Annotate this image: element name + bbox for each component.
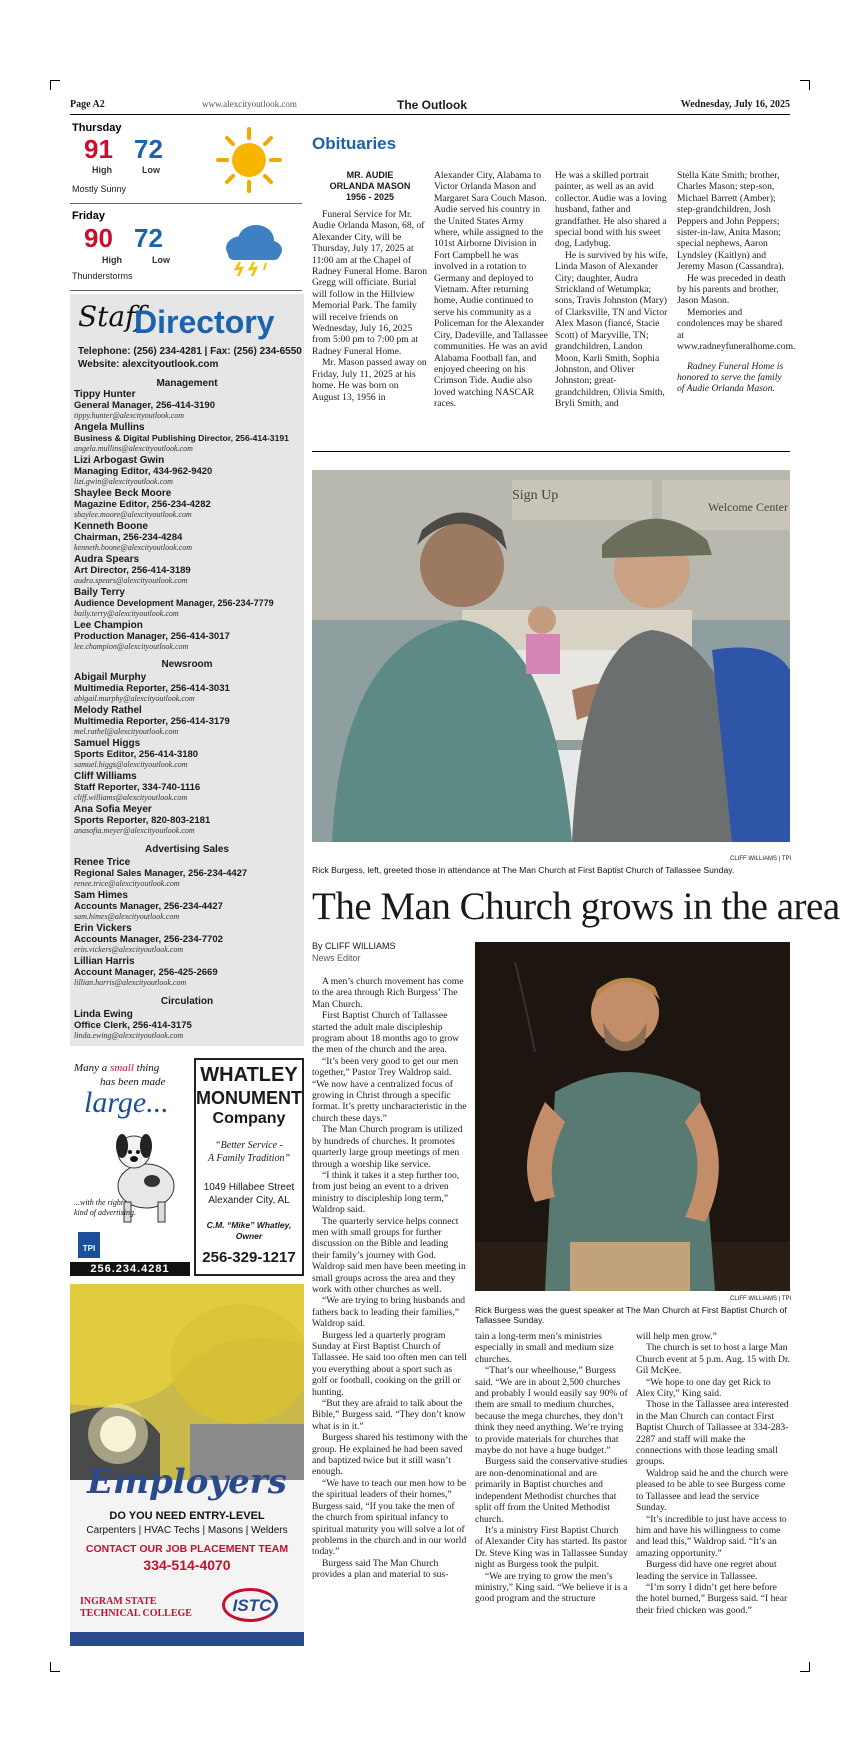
ad-phone: 334-514-4070 xyxy=(143,1557,231,1573)
article-column-3 xyxy=(636,1331,790,1616)
staff-name: Samuel Higgs xyxy=(74,738,141,749)
staff-entry xyxy=(74,771,302,802)
sun-icon xyxy=(215,126,283,194)
article-paragraph: A men’s church movement has come to the area through Rich Burgess’ The Man Church. xyxy=(312,976,464,1010)
article-paragraph: Burgess said The Man Church provides a plan and material to sus- xyxy=(312,1557,449,1581)
directory-title: Directory xyxy=(134,304,275,340)
staff-entry xyxy=(74,422,302,453)
staff-role: Regional Sales Manager, 256-234-4427 xyxy=(74,868,248,879)
tpi-logo: TPI xyxy=(78,1232,100,1258)
byline xyxy=(312,940,396,964)
section-heading: Newsroom xyxy=(161,659,213,670)
article-paragraph: “We are trying to bring husbands and fathers back to leading their families,” Waldrop said. xyxy=(312,1295,466,1330)
photo-caption: Rick Burgess was the guest speaker at The Man Church at First Baptist Church of Tallassee Sunday. xyxy=(475,1305,787,1325)
staff-entry xyxy=(74,1009,302,1040)
obituary-paragraph: Mr. Mason passed away on Friday, July 11, 2025 at his home. He was born on August 13, 1956 in xyxy=(312,357,427,403)
low-label: Low xyxy=(152,255,170,265)
staff-entry xyxy=(74,857,302,888)
staff-email[interactable]: cliff.williams@alexcityoutlook.com xyxy=(74,793,188,802)
obituary-note: Radney Funeral Home is honored to serve the family of Audie Orlanda Mason. xyxy=(677,360,784,395)
obituary-paragraph: He was preceded in death by his parents and brother, Jason Mason. xyxy=(677,272,786,307)
staff-entry xyxy=(74,956,302,987)
staff-name: Shaylee Beck Moore xyxy=(74,488,172,499)
article-paragraph: “It’s incredible to just have access to him and have his willingness to come and lead this,” Waldrop said. “It’s an amazing opportunity.” xyxy=(636,1513,787,1559)
article-paragraph: “We have to teach our men how to be the spiritual leaders of their homes,” Burgess said, “If you take the men of the church from spiritual infancy to spiritual maturity you will solve a lot of problems in the church and in our world today.” xyxy=(312,1477,467,1558)
photo-credit: CLIFF WILLIAMS | TPI xyxy=(730,856,792,862)
staff-role: Art Director, 256-414-3189 xyxy=(74,565,191,576)
ad-headline: Employers xyxy=(87,1462,287,1502)
crop-mark xyxy=(50,80,60,90)
article-paragraph: will help men grow.” xyxy=(636,1331,717,1342)
article-paragraph: First Baptist Church of Tallassee started the adult male discipleship program about 18 months ago to grow the men of the church and the area. xyxy=(312,1010,460,1056)
article-paragraph: “That’s our wheelhouse,” Burgess said. “We are in about 2,500 churches and probably I would easily say 90% of them are small to medium churches, because the mega churches, they don’t think they need anything. We’re trying to provide materials for churches that maybe do not have a huge budget.” xyxy=(475,1365,628,1457)
section-heading: Circulation xyxy=(160,996,214,1007)
article-paragraph: “We hope to one day get Rick to Alex City,” King said. xyxy=(636,1376,771,1400)
section-heading: Advertising Sales xyxy=(145,844,229,855)
staff-email[interactable]: sam.himes@alexcityoutlook.com xyxy=(74,912,180,921)
staff-entry xyxy=(74,587,302,618)
ad-phone: 256.234.4281 xyxy=(70,1262,190,1276)
staff-role: Audience Development Manager, 256-234-7779 xyxy=(74,598,274,608)
obituary-column-3 xyxy=(555,170,669,410)
staff-email[interactable]: baily.terry@alexcityoutlook.com xyxy=(74,609,179,618)
article-paragraph: “I’m sorry I didn’t get here before the hotel burned,” Burgess said. “I hear their fried chicken was good.” xyxy=(636,1581,788,1616)
staff-email[interactable]: lillian.harris@alexcityoutlook.com xyxy=(74,978,187,987)
ad-text: has been made xyxy=(100,1076,166,1088)
istc-logo: ISTC xyxy=(232,1596,272,1615)
storm-cloud-icon xyxy=(220,222,284,276)
high-label: High xyxy=(102,255,122,265)
website-url[interactable]: www.alexcityoutlook.com xyxy=(202,99,297,109)
staff-entry xyxy=(74,389,302,420)
staff-directory xyxy=(70,294,304,1046)
staff-role: Sports Reporter, 820-803-2181 xyxy=(74,815,211,826)
obituary-column-4 xyxy=(677,170,796,395)
article-paragraph: “We are trying to grow the men’s ministry,” King said. “We believe it is a good program and the structure xyxy=(475,1570,628,1605)
staff-entry xyxy=(74,488,302,519)
ad-slogan: “Better Service - xyxy=(215,1140,283,1151)
college-name: INGRAM STATE xyxy=(80,1596,157,1607)
article-column-1 xyxy=(312,976,468,1581)
article-paragraph: Burgess led a quarterly program Sunday at First Baptist Church of Tallassee. He said too often men can tell you everything about a sport such as golf or football, cooking on the grill or hunting. xyxy=(312,1329,467,1398)
weather-day: Friday xyxy=(72,210,106,222)
ad-owner: Owner xyxy=(235,1231,263,1241)
photo-speaker xyxy=(475,942,790,1291)
staff-name: Lee Champion xyxy=(74,620,143,631)
ad-text: kind of advertising. xyxy=(74,1208,136,1217)
staff-name: Tippy Hunter xyxy=(74,389,136,400)
weather-divider xyxy=(70,203,302,204)
weather-condition: Mostly Sunny xyxy=(72,184,127,194)
staff-role: Business & Digital Publishing Director, 256-414-3191 xyxy=(74,433,289,443)
welder-photo xyxy=(70,1284,304,1484)
staff-email[interactable]: shaylee.moore@alexcityoutlook.com xyxy=(74,510,192,519)
article-paragraph: Burgess said the conservative studies are non-denominational and are primarily in Baptist churches and independent Methodist churches that split off from the United Methodist church. xyxy=(475,1456,628,1525)
staff-name: Kenneth Boone xyxy=(74,521,148,532)
article-paragraph: Burgess did have one regret about leading the service in Tallassee. xyxy=(636,1559,777,1582)
sign-text: Sign Up xyxy=(512,488,559,503)
obituary-column-2 xyxy=(434,170,548,410)
college-name: TECHNICAL COLLEGE xyxy=(80,1608,192,1619)
photo-credit: CLIFF WILLIAMS | TPI xyxy=(730,1296,792,1302)
byline-role: News Editor xyxy=(312,953,361,963)
staff-role: Accounts Manager, 256-234-7702 xyxy=(74,934,223,945)
staff-entry xyxy=(74,804,302,835)
staff-name: Audra Spears xyxy=(74,554,140,565)
ad-title: WHATLEY xyxy=(200,1064,298,1086)
staff-name: Lizi Arbogast Gwin xyxy=(74,455,165,466)
obituary-name: MR. AUDIE ORLANDA MASON 1956 - 2025 xyxy=(329,170,411,202)
staff-role: Accounts Manager, 256-234-4427 xyxy=(74,901,223,912)
ad-text: ...with the right xyxy=(74,1198,124,1207)
staff-entry xyxy=(74,923,302,954)
crop-mark xyxy=(800,1662,810,1672)
weather-high: 91 xyxy=(84,134,113,164)
staff-name: Baily Terry xyxy=(74,587,125,598)
header-rule xyxy=(70,114,790,115)
staff-name: Melody Rathel xyxy=(74,705,142,716)
staff-name: Cliff Williams xyxy=(74,771,137,782)
photo-greeting xyxy=(312,470,790,842)
article-paragraph: Waldrop said he and the church were pleased to be able to see Burgess come to Tallassee and lead the service Sunday. xyxy=(636,1467,789,1514)
staff-role: Multimedia Reporter, 256-414-3179 xyxy=(74,716,230,727)
ad-footer-bar xyxy=(70,1632,304,1646)
sign-text: Welcome Center xyxy=(708,500,788,514)
section-heading: Management xyxy=(156,378,218,389)
weather-low: 72 xyxy=(134,223,163,253)
article-paragraph: “I think it takes it a step further too, from just being an event to a driven ministry to discipleship long term,” Waldrop said. xyxy=(312,1169,460,1216)
staff-entry xyxy=(74,554,302,585)
obituary-paragraph: He is survived by his wife, Linda Mason of Alexander City; daughter, Audra Strickland of Wetumpka; sons, Travis Johnston (Mary) of Clarksville, TN and Victor Alex Mason (fiancé, Stacie Scott) of Maryville, TN; grandchildren, Landon Moon, Karli Smith, Sophia Johnston, and Oliver Johnston; great-grandchildren, Olivia Smith, Bryli Smith, and xyxy=(555,249,668,410)
staff-role: Staff Reporter, 334-740-1116 xyxy=(74,782,201,793)
staff-entry xyxy=(74,672,302,703)
weather-low: 72 xyxy=(134,134,163,164)
ad-headline: large... xyxy=(84,1086,169,1119)
photo-caption: Rick Burgess, left, greeted those in attendance at The Man Church at First Baptist Church of Tallassee Sunday. xyxy=(312,865,735,875)
staff-email[interactable]: samuel.higgs@alexcityoutlook.com xyxy=(74,760,188,769)
staff-entry xyxy=(74,521,302,552)
staff-role: Office Clerk, 256-414-3175 xyxy=(74,1020,192,1031)
article-paragraph: Burgess shared his testimony with the group. He explained he had been saved and baptized twice but it still wasn’t enough. xyxy=(312,1432,468,1478)
newspaper-name: The Outlook xyxy=(397,98,467,112)
staff-entry xyxy=(74,738,302,769)
directory-title-staff: Staff xyxy=(78,300,145,333)
issue-date: Wednesday, July 16, 2025 xyxy=(680,99,790,110)
staff-entry xyxy=(74,455,302,486)
staff-role: Managing Editor, 434-962-9420 xyxy=(74,466,213,477)
weather-divider xyxy=(70,290,302,291)
ad-trades: Carpenters | HVAC Techs | Masons | Welders xyxy=(86,1525,288,1536)
staff-email[interactable]: anasofia.meyer@alexcityoutlook.com xyxy=(74,826,195,835)
ad-contact: CONTACT OUR JOB PLACEMENT TEAM xyxy=(85,1543,289,1555)
ad-owner: C.M. “Mike” Whatley, xyxy=(206,1220,292,1230)
staff-role: Production Manager, 256-414-3017 xyxy=(74,631,230,642)
low-label: Low xyxy=(142,165,160,175)
article-paragraph: The Man Church program is utilized by hundreds of churches. It promotes quarterly large group meetings of men through a worship like service. xyxy=(312,1124,463,1170)
obituary-paragraph: He was a skilled portrait painter, as well as an avid collector. Audie was a loving husband, father and grandfather. He also shared a special bond with his sweet dog, Ladybug. xyxy=(555,170,667,250)
staff-name: Sam Himes xyxy=(74,890,128,901)
ad-text: Many a small thing xyxy=(74,1062,160,1074)
article-headline: The Man Church grows in the area xyxy=(312,885,840,928)
staff-email[interactable]: audra.spears@alexcityoutlook.com xyxy=(74,576,188,585)
staff-email[interactable]: renee.trice@alexcityoutlook.com xyxy=(74,879,180,888)
staff-email[interactable]: kenneth.boone@alexcityoutlook.com xyxy=(74,543,192,552)
ad-question: DO YOU NEED ENTRY-LEVEL xyxy=(109,1510,265,1522)
ad-slogan: A Family Tradition” xyxy=(207,1153,291,1164)
staff-entry xyxy=(74,705,302,736)
high-label: High xyxy=(92,165,112,175)
staff-role: Account Manager, 256-425-2669 xyxy=(74,967,218,978)
article-paragraph: “But they are afraid to talk about the Bible,” Burgess said. “They don’t know what is in it.” xyxy=(312,1398,466,1432)
obituary-paragraph: Memories and condolences may be shared at www.radneyfuneralhome.com. xyxy=(677,306,796,353)
staff-email[interactable]: linda.ewing@alexcityoutlook.com xyxy=(74,1031,184,1040)
article-column-2 xyxy=(475,1331,628,1605)
staff-email[interactable]: lee.champion@alexcityoutlook.com xyxy=(74,642,189,651)
obituary-paragraph: Funeral Service for Mr. Audie Orlanda Mason, 68, of Alexander City, will be Thursday, July 17, 2025 at 11:00 am at the Chapel of Radney Funeral Home. Baron Gregg will officiate. Burial will follow in the Hillview Memorial Park. The family will receive friends on Wednesday, July 16, 2025 from 5:00 pm to 7:00 pm at Radney Funeral Home. xyxy=(312,209,428,357)
obituaries-heading: Obituaries xyxy=(312,134,397,153)
photo-illustration xyxy=(475,942,790,1291)
obituary-paragraph: Alexander City, Alabama to Victor Orlanda Mason and Margaret Sara Couch Mason. Audie served his country in the United States Army where, while assigned to the 101st Airborne Division in Fort Campbell he was involved in a rotation to Germany and deployed to Vietnam. After returning home, Audie continued to serve his community as a Policeman for the Alexander City, Dadeville, and Tallassee communities. He was an avid Alabama Football fan, and enjoyed cheering on his Crimson Tide. Audie also loved watching NASCAR races. xyxy=(434,170,548,410)
staff-email[interactable]: abigail.murphy@alexcityoutlook.com xyxy=(74,694,195,703)
article-paragraph: The church is set to host a large Man Church event at 5 p.m. Aug. 15 with Dr. Gil McKee. xyxy=(636,1342,791,1377)
obituary-paragraph: Stella Kate Smith; brother, Charles Mason; step-son, Michael Barrett (Amber); step-grandchildren, Josh Peppers and John Peppers; sister-in-law, Anita Mason; special nephews, Aaron Lyndsley (Kaitlyn) and Jeremy Mason (Cassandra). xyxy=(677,170,784,273)
staff-name: Renee Trice xyxy=(74,857,131,868)
tpi-advertisement[interactable] xyxy=(70,1058,190,1276)
page-number: Page A2 xyxy=(70,99,105,110)
article-paragraph: It’s a ministry First Baptist Church of Alexander City has started. Its pastor Dr. Steve King was in Tallassee Sunday night as Burgess took the pulpit. xyxy=(475,1524,628,1571)
article-paragraph: Those in the Tallassee area interested in the Man Church can contact First Baptist Church of Tallassee at 334-283-2287 and staff will make the connections with those leading small groups. xyxy=(636,1399,789,1468)
whatley-monument-advertisement[interactable] xyxy=(194,1058,304,1276)
article-paragraph: “It’s been very good to get our men together,” Pastor Trey Waldrop said. “We now have a centralized focus of growing in Christ through a specific format. It’s pretty uncharacteristic in the church these days.” xyxy=(312,1055,467,1124)
staff-name: Abigail Murphy xyxy=(74,672,147,683)
staff-name: Linda Ewing xyxy=(74,1009,133,1020)
ad-address: 1049 Hillabee Street xyxy=(203,1182,295,1193)
staff-email[interactable]: lizi.gwin@alexcityoutlook.com xyxy=(74,477,173,486)
byline-author: By CLIFF WILLIAMS xyxy=(312,941,396,951)
weather-high: 90 xyxy=(84,223,113,253)
staff-name: Angela Mullins xyxy=(74,422,145,433)
page-header xyxy=(70,99,790,113)
ad-title: Company xyxy=(212,1110,286,1127)
staff-email[interactable]: erin.vickers@alexcityoutlook.com xyxy=(74,945,184,954)
article-paragraph: tain a long-term men’s ministries especially in small and medium size churches. xyxy=(475,1331,614,1365)
staff-role: Multimedia Reporter, 256-414-3031 xyxy=(74,683,230,694)
contact-website[interactable]: Website: alexcityoutlook.com xyxy=(78,359,219,370)
staff-role: Magazine Editor, 256-234-4282 xyxy=(74,499,211,510)
photo-illustration xyxy=(312,470,790,842)
crop-mark xyxy=(800,80,810,90)
staff-role: Sports Editor, 256-414-3180 xyxy=(74,749,199,760)
crop-mark xyxy=(50,1662,60,1672)
staff-entry xyxy=(74,890,302,921)
staff-name: Erin Vickers xyxy=(74,923,132,934)
staff-email[interactable]: angela.mullins@alexcityoutlook.com xyxy=(74,444,193,453)
obituary-column-1 xyxy=(312,170,428,403)
ad-address: Alexander City, AL xyxy=(208,1195,290,1206)
staff-role: General Manager, 256-414-3190 xyxy=(74,400,216,411)
staff-email[interactable]: tippy.hunter@alexcityoutlook.com xyxy=(74,411,184,420)
weather-day: Thursday xyxy=(72,122,122,134)
weather-condition: Thunderstorms xyxy=(72,271,133,281)
article-paragraph: The quarterly service helps connect men with small groups for further discussion on the Bible and leading their family’s journey with God. Waldrop said men have been meeting in small groups across the area and they work with other churches as well. xyxy=(312,1215,466,1295)
weather-thursday xyxy=(72,120,304,200)
ad-title: MONUMENT xyxy=(196,1088,302,1108)
contact-phone: Telephone: (256) 234-4281 | Fax: (256) 234-6550 xyxy=(78,346,302,357)
weather-friday xyxy=(72,208,304,288)
ad-phone: 256-329-1217 xyxy=(202,1249,296,1266)
staff-role: Chairman, 256-234-4284 xyxy=(74,532,183,543)
staff-name: Ana Sofia Meyer xyxy=(74,804,152,815)
istc-employers-advertisement[interactable] xyxy=(70,1284,304,1646)
staff-email[interactable]: mel.rathel@alexcityoutlook.com xyxy=(74,727,179,736)
staff-entry xyxy=(74,620,302,651)
section-rule xyxy=(312,451,790,452)
staff-name: Lillian Harris xyxy=(74,956,135,967)
